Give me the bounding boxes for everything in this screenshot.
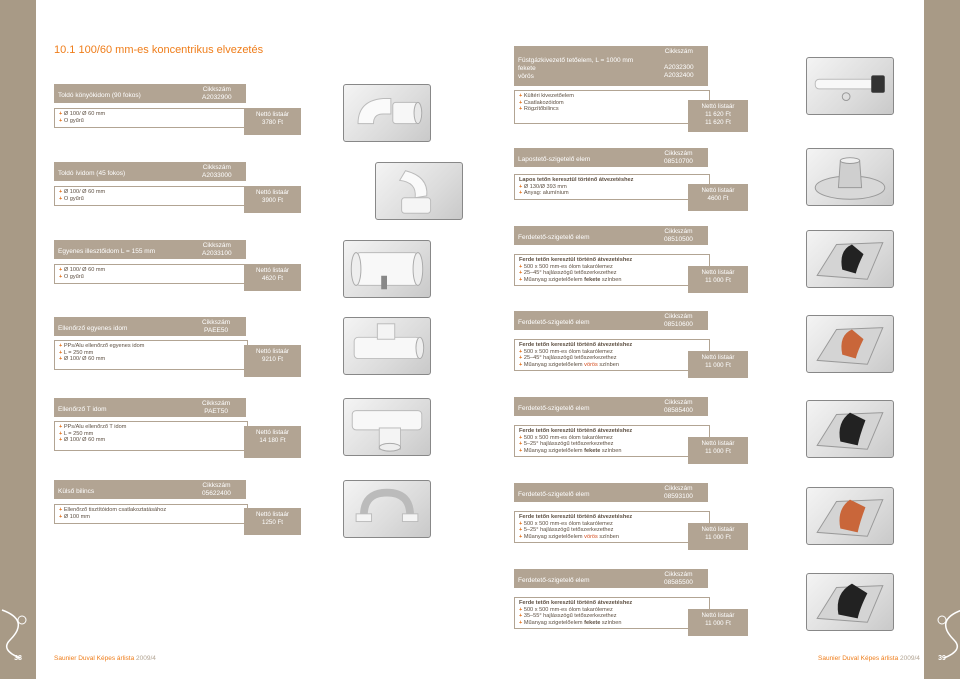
product-code: Cikkszám 08510500 xyxy=(664,228,693,244)
price-value: 11 000 Ft xyxy=(705,361,731,369)
price-value: 3900 Ft xyxy=(262,196,283,204)
product-header xyxy=(514,569,708,588)
price-box: Nettó listaár 11 620 Ft 11 620 Ft xyxy=(688,100,748,132)
product-code: Cikkszám A2032900 xyxy=(202,86,232,102)
product-specs: + Ø 100/ Ø 60 mm + O gyűrű xyxy=(54,108,248,128)
product-specs: Ferde tetőn keresztül történő átvezetéshez + 500 x 500 mm-es ólom takarólemez + 5–25° hajlásszögű tetőszerkezethez + Műanyag szigetelőelem vörös színben xyxy=(514,511,710,543)
product-header xyxy=(54,240,246,259)
price-box: Nettó listaár 11 000 Ft xyxy=(688,437,748,464)
product-name: Toldó könyökidom (90 fokos) xyxy=(58,92,141,99)
price-box: Nettó listaár 4620 Ft xyxy=(244,264,301,291)
product-specs: + Kültéri kivezetőelem + Csatlakozóidom + Rögzítőbilincs xyxy=(514,90,710,124)
product-photo xyxy=(343,398,431,456)
product-name: Ferdetető-szigetelő elem xyxy=(518,405,590,412)
price-box: Nettó listaár 14 180 Ft xyxy=(244,426,301,458)
footer-right: Saunier Duval Képes árlista 2009/4 xyxy=(818,655,920,662)
product-photo xyxy=(343,480,431,538)
product-name: Ellenőrző T idom xyxy=(58,406,107,413)
price-value: 11 000 Ft xyxy=(705,533,731,541)
product-header xyxy=(54,398,246,417)
product-code: Cikkszám A2032300 A2032400 xyxy=(664,48,694,80)
product-code: Cikkszám 08510600 xyxy=(664,313,693,329)
price-value: 4620 Ft xyxy=(262,274,283,282)
price-box: Nettó listaár 11 000 Ft xyxy=(688,523,748,550)
price-value: 11 620 Ft xyxy=(705,118,731,126)
price-box: Nettó listaár 11 000 Ft xyxy=(688,266,748,293)
product-code: Cikkszám 08510700 xyxy=(664,150,693,166)
product-header xyxy=(54,480,246,499)
product-name: Ferdetető-szigetelő elem xyxy=(518,491,590,498)
product-photo xyxy=(806,573,894,631)
product-specs: + Ø 100/ Ø 60 mm + O gyűrű xyxy=(54,264,248,284)
product-header xyxy=(54,84,246,103)
decorative-swirl-icon xyxy=(924,600,960,660)
product-specs: + PPs/Alu ellenőrző egyenes idom + L = 250 mm + Ø 100/ Ø 60 mm xyxy=(54,340,248,370)
product-header xyxy=(514,397,708,416)
decorative-swirl-icon xyxy=(0,600,40,660)
price-value: 11 000 Ft xyxy=(705,619,731,627)
price-box: Nettó listaár 3900 Ft xyxy=(244,186,301,213)
right-sidebar xyxy=(924,0,960,679)
product-photo xyxy=(343,84,431,142)
product-code: Cikkszám 08585500 xyxy=(664,571,693,587)
price-box: Nettó listaár 9210 Ft xyxy=(244,345,301,377)
product-photo xyxy=(806,148,894,206)
product-name: Lapostető-szigetelő elem xyxy=(518,156,591,163)
product-specs: Ferde tetőn keresztül történő átvezetéshez + 500 x 500 mm-es ólom takarólemez + 25–45° hajlásszögű tetőszerkezethez + Műanyag szigetelőelem vörös színben xyxy=(514,339,710,371)
price-box: Nettó listaár 4600 Ft xyxy=(688,184,748,211)
product-name: Ellenőrző egyenes idom xyxy=(58,325,128,332)
product-header xyxy=(514,311,708,330)
price-box: Nettó listaár 11 000 Ft xyxy=(688,609,748,636)
product-photo xyxy=(806,487,894,545)
price-value: 3780 Ft xyxy=(262,118,283,126)
product-name: Ferdetető-szigetelő elem xyxy=(518,234,590,241)
product-photo xyxy=(806,400,894,458)
product-header xyxy=(514,483,708,502)
price-value: 4600 Ft xyxy=(707,194,729,202)
product-code: Cikkszám PAEE50 xyxy=(202,319,231,335)
product-code: Cikkszám A2033000 xyxy=(202,164,232,180)
product-name: Külső bilincs xyxy=(58,488,95,495)
product-code: Cikkszám A2033100 xyxy=(202,242,232,258)
section-title: 10.1 100/60 mm-es koncentrikus elvezetés xyxy=(54,44,264,56)
product-photo xyxy=(806,315,894,373)
product-code: Cikkszám 05622400 xyxy=(202,482,231,498)
product-name: Füstgázkivezető tetőelem, L = 1000 mm fekete vörös xyxy=(518,57,634,80)
page-number-right: 39 xyxy=(938,655,946,662)
product-code: Cikkszám 08593100 xyxy=(664,485,693,501)
product-specs: Ferde tetőn keresztül történő átvezetéshez + 500 x 500 mm-es ólom takarólemez + 35–55° hajlásszögű tetőszerkezethez + Műanyag szigetelőelem fekete színben xyxy=(514,597,710,629)
product-code: Cikkszám 08585400 xyxy=(664,399,693,415)
price-value: 1250 Ft xyxy=(262,518,283,526)
product-header xyxy=(514,46,708,86)
product-specs: Ferde tetőn keresztül történő átvezetéshez + 500 x 500 mm-es ólom takarólemez + 5–25° hajlásszögű tetőszerkezethez + Műanyag szigetelőelem fekete színben xyxy=(514,425,710,457)
product-specs: + PPs/Alu ellenőrző T idom + L = 250 mm + Ø 100/ Ø 60 mm xyxy=(54,421,248,451)
product-code: Cikkszám PAET50 xyxy=(202,400,231,416)
product-specs: + Ø 100/ Ø 60 mm + O gyűrű xyxy=(54,186,248,206)
product-header xyxy=(514,226,708,245)
product-name: Ferdetető-szigetelő elem xyxy=(518,319,590,326)
product-photo xyxy=(375,162,463,220)
product-name: Egyenes illesztőidom L = 155 mm xyxy=(58,248,156,255)
product-header xyxy=(54,162,246,181)
product-photo xyxy=(343,240,431,298)
product-header xyxy=(514,148,708,167)
price-box: Nettó listaár 11 000 Ft xyxy=(688,351,748,378)
product-specs: + Ellenőrző tisztítóidom csatlakoztatásához + Ø 100 mm xyxy=(54,504,248,524)
price-value: 9210 Ft xyxy=(262,355,283,363)
product-specs: Lapos tetőn keresztül történő átvezetéshez + Ø 130/Ø 393 mm + Anyag: alumínium xyxy=(514,174,710,200)
page-number-left: 38 xyxy=(14,655,22,662)
product-photo xyxy=(806,230,894,288)
price-value: 11 000 Ft xyxy=(705,276,731,284)
price-value: 11 620 Ft xyxy=(705,110,731,118)
product-photo xyxy=(806,57,894,115)
price-value: 14 180 Ft xyxy=(259,436,286,444)
product-header xyxy=(54,317,246,336)
product-name: Toldó ívidom (45 fokos) xyxy=(58,170,126,177)
footer-left: Saunier Duval Képes árlista 2009/4 xyxy=(54,655,156,662)
price-box: Nettó listaár 1250 Ft xyxy=(244,508,301,535)
product-photo xyxy=(343,317,431,375)
price-box: Nettó listaár 3780 Ft xyxy=(244,108,301,135)
product-name: Ferdetető-szigetelő elem xyxy=(518,577,590,584)
left-sidebar xyxy=(0,0,36,679)
product-specs: Ferde tetőn keresztül történő átvezetéshez + 500 x 500 mm-es ólom takarólemez + 25–45° hajlásszögű tetőszerkezethez + Műanyag szigetelőelem fekete színben xyxy=(514,254,710,286)
price-value: 11 000 Ft xyxy=(705,447,731,455)
